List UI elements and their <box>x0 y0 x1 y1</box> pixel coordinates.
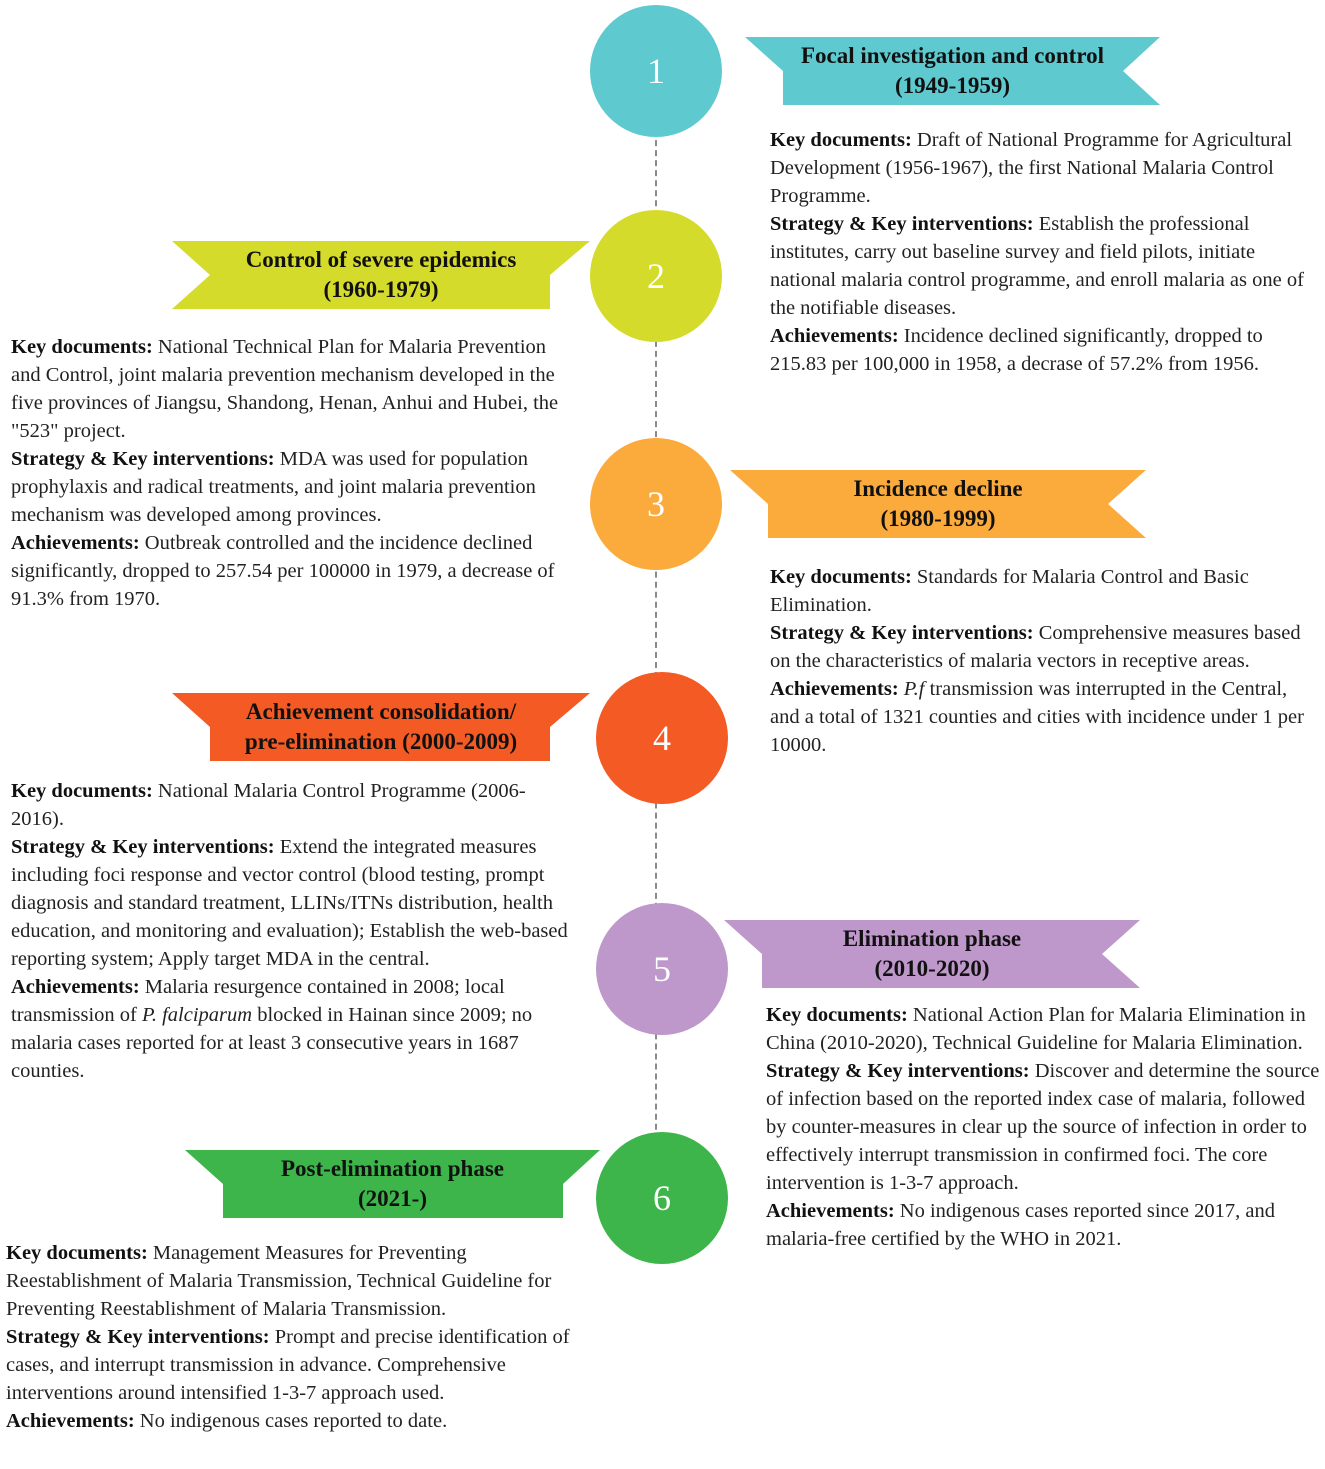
key-documents-label: Key documents: <box>770 566 912 588</box>
phase-1-title-line1: Focal investigation and control <box>800 43 1105 68</box>
phase-5-key-documents: National Action Plan for Malaria Elimination in China (2010-2020), Technical Guideline for Malaria Elimination. <box>766 1004 1306 1054</box>
achievements-label: Achievements: <box>766 1200 895 1222</box>
phase-3-number: 3 <box>647 484 665 524</box>
achievements-label: Achievements: <box>11 976 140 998</box>
phase-5-achievements: No indigenous cases reported since 2017, and malaria-free certified by the WHO in 2021. <box>766 1200 1275 1250</box>
phase-6-circle <box>596 1132 728 1264</box>
phase-3-banner <box>730 470 1146 538</box>
phase-5-title-line2: (2010-2020) <box>874 956 990 981</box>
phase-5-title-line1: Elimination phase <box>842 926 1022 951</box>
phase-4-achievements-italic: P. falciparum <box>141 1004 253 1026</box>
phase-4-achievements-part1: Malaria resurgence contained in 2008; local transmission of <box>11 976 505 1026</box>
phase-3-title-line2: (1980-1999) <box>880 506 996 531</box>
achievements-label: Achievements: <box>770 678 899 700</box>
key-documents-label: Key documents: <box>770 129 912 151</box>
phase-6-title-line1: Post-elimination phase <box>281 1156 504 1181</box>
phase-2-title-line2: (1960-1979) <box>323 277 439 302</box>
strategy-label: Strategy & Key interventions: <box>766 1060 1030 1082</box>
phase-6-banner <box>185 1150 600 1218</box>
phase-1-number: 1 <box>647 51 665 91</box>
phase-1-strategy: Establish the professional institutes, carry out baseline survey and field pilots, initiate national malaria control programme, and enroll malaria as one of the notifiable diseases. <box>770 213 1304 319</box>
phase-2-number: 2 <box>647 256 665 296</box>
phase-5-strategy: Discover and determine the source of infection based on the reported index case of malaria, followed by counter-measures in clear up the source of infection in order to effectively interrupt transmission in confirmed foci. The core intervention is 1-3-7 approach. <box>766 1060 1320 1194</box>
key-documents-label: Key documents: <box>11 780 153 802</box>
phase-5-details <box>766 1001 1321 1253</box>
phase-3-details <box>770 563 1320 759</box>
phase-4-strategy: Extend the integrated measures including foci response and vector control (blood testing, prompt diagnosis and standard treatment, LLINs/ITNs distribution, health education, and monitoring and evaluation); Establish the web-based reporting system; Apply target MDA in the central. <box>11 836 568 970</box>
phase-5-number: 5 <box>653 949 671 989</box>
strategy-label: Strategy & Key interventions: <box>6 1326 270 1348</box>
phase-3-title-line1: Incidence decline <box>853 476 1023 501</box>
phase-3-key-documents: Standards for Malaria Control and Basic Elimination. <box>770 566 1249 616</box>
phase-3-achievements: transmission was interrupted in the Central, and a total of 1321 counties and cities with incidence under 1 per 10000. <box>770 678 1304 756</box>
phase-4-key-documents: National Malaria Control Programme (2006-2016). <box>11 780 526 830</box>
phase-6-strategy: Prompt and precise identification of cases, and interrupt transmission in advance. Comprehensive interventions around intensified 1-3-7 approach used. <box>6 1326 570 1404</box>
phase-6-key-documents: Management Measures for Preventing Reestablishment of Malaria Transmission, Technical Guideline for Preventing Reestablishment of Malaria Transmission. <box>6 1242 552 1320</box>
phase-6-title-line2: (2021-) <box>358 1186 427 1211</box>
achievements-label: Achievements: <box>770 325 899 347</box>
phase-3-achievements-italic: P.f <box>903 678 925 700</box>
phase-4-title-line1: Achievement consolidation/ <box>245 699 517 724</box>
phase-1-title-line2: (1949-1959) <box>895 73 1010 98</box>
phase-4-banner <box>172 693 590 761</box>
achievements-label: Achievements: <box>11 532 140 554</box>
phase-1-achievements: Incidence declined significantly, dropped to 215.83 per 100,000 in 1958, a decrase of 57.2% from 1956. <box>770 325 1263 375</box>
phase-1-details <box>770 126 1320 378</box>
phase-6-details <box>6 1239 581 1435</box>
phase-5-circle <box>596 903 728 1035</box>
phase-5-banner <box>724 920 1140 988</box>
strategy-label: Strategy & Key interventions: <box>770 622 1034 644</box>
phase-3-circle <box>590 438 722 570</box>
phase-4-title-line2: pre-elimination (2000-2009) <box>244 729 518 754</box>
strategy-label: Strategy & Key interventions: <box>11 836 275 858</box>
key-documents-label: Key documents: <box>11 336 153 358</box>
key-documents-label: Key documents: <box>6 1242 148 1264</box>
phase-6-number: 6 <box>653 1178 671 1218</box>
phase-2-banner <box>172 241 590 309</box>
phase-2-strategy: MDA was used for population prophylaxis and radical treatments, and joint malaria prevention mechanism was developed among provinces. <box>11 448 536 526</box>
phase-1-key-documents: Draft of National Programme for Agricultural Development (1956-1967), the first National Malaria Control Programme. <box>770 129 1293 207</box>
key-documents-label: Key documents: <box>766 1004 908 1026</box>
phase-1-banner <box>745 37 1160 105</box>
phase-6-achievements: No indigenous cases reported to date. <box>139 1410 448 1432</box>
phase-4-achievements-part2: blocked in Hainan since 2009; no malaria cases reported for at least 3 consecutive years in 1687 counties. <box>11 1004 533 1082</box>
phase-1-circle <box>590 5 722 137</box>
phase-3-strategy: Comprehensive measures based on the characteristics of malaria vectors in receptive areas. <box>770 622 1301 672</box>
phase-4-number: 4 <box>653 718 671 758</box>
phase-2-key-documents: National Technical Plan for Malaria Prevention and Control, joint malaria prevention mechanism developed in the five provinces of Jiangsu, Shandong, Henan, Anhui and Hubei, the "523" project. <box>11 336 559 442</box>
strategy-label: Strategy & Key interventions: <box>770 213 1034 235</box>
phase-2-achievements: Outbreak controlled and the incidence declined significantly, dropped to 257.54 per 100000 in 1979, a decrease of 91.3% from 1970. <box>11 532 555 610</box>
phase-4-details <box>11 777 571 1085</box>
phase-2-details <box>11 333 571 613</box>
phase-2-title-line1: Control of severe epidemics <box>245 247 517 272</box>
strategy-label: Strategy & Key interventions: <box>11 448 275 470</box>
phase-2-circle <box>590 210 722 342</box>
achievements-label: Achievements: <box>6 1410 135 1432</box>
phase-4-circle <box>596 672 728 804</box>
